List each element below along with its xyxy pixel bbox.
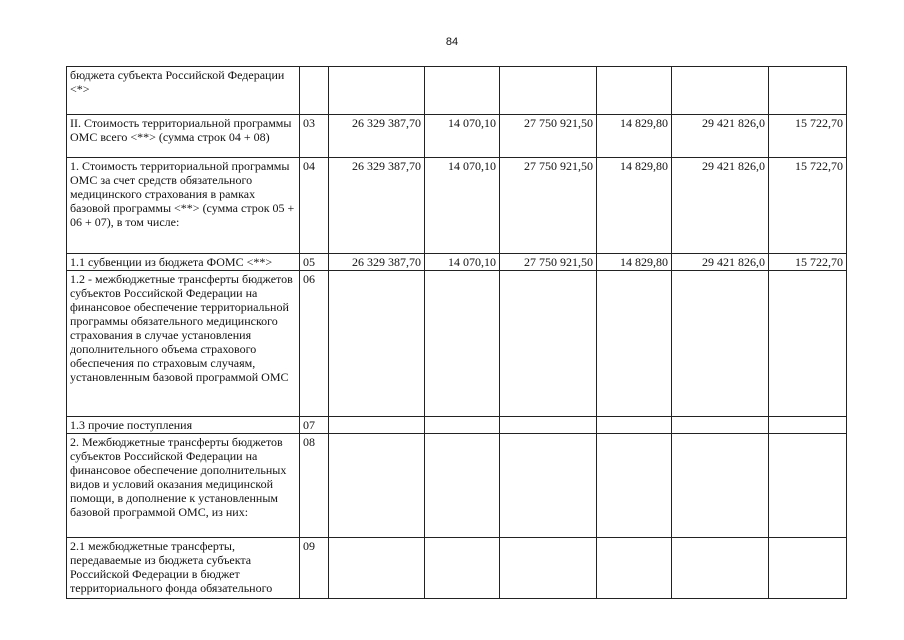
row-code-cell: 07: [300, 417, 329, 434]
value-cell: [500, 538, 597, 599]
value-cell: [500, 417, 597, 434]
program-cost-table: [66, 66, 847, 599]
value-cell: 27 750 921,50: [500, 115, 597, 158]
value-cell: [425, 271, 500, 417]
value-cell: [672, 538, 769, 599]
value-cell: [500, 67, 597, 115]
value-cell: 29 421 826,0: [672, 115, 769, 158]
value-cell: [597, 271, 672, 417]
value-cell: [425, 67, 500, 115]
value-cell: 29 421 826,0: [672, 158, 769, 254]
value-cell: [769, 67, 847, 115]
value-cell: [329, 434, 425, 538]
value-cell: [672, 417, 769, 434]
value-cell: [769, 538, 847, 599]
value-cell: 14 829,80: [597, 254, 672, 271]
value-cell: 14 070,10: [425, 158, 500, 254]
row-name-cell: 2. Межбюджетные трансферты бюджетов субъектов Российской Федерации на финансовое обеспечение дополнительных видов и условий оказания медицинской помощи, в дополнение к установленным базовой программой ОМС, из них:: [67, 434, 300, 538]
value-cell: 26 329 387,70: [329, 115, 425, 158]
row-code-cell: 09: [300, 538, 329, 599]
value-cell: 27 750 921,50: [500, 158, 597, 254]
value-cell: 14 070,10: [425, 254, 500, 271]
row-code-cell: 06: [300, 271, 329, 417]
row-name-cell: II. Стоимость территориальной программы ОМС всего <**> (сумма строк 04 + 08): [67, 115, 300, 158]
value-cell: [329, 271, 425, 417]
row-name-cell: 1. Стоимость территориальной программы ОМС за счет средств обязательного медицинского страхования в рамках базовой программы <**> (сумма строк 05 + 06 + 07), в том числе:: [67, 158, 300, 254]
value-cell: 26 329 387,70: [329, 254, 425, 271]
row-name-cell: 1.3 прочие поступления: [67, 417, 300, 434]
value-cell: [597, 417, 672, 434]
value-cell: 14 070,10: [425, 115, 500, 158]
value-cell: [672, 434, 769, 538]
value-cell: [329, 538, 425, 599]
value-cell: [425, 417, 500, 434]
table-row: [67, 434, 847, 538]
value-cell: [597, 434, 672, 538]
value-cell: [329, 67, 425, 115]
value-cell: 15 722,70: [769, 158, 847, 254]
row-code-cell: 03: [300, 115, 329, 158]
value-cell: 29 421 826,0: [672, 254, 769, 271]
value-cell: [500, 434, 597, 538]
row-name-cell: 2.1 межбюджетные трансферты, передаваемые из бюджета субъекта Российской Федерации в бюджет территориального фонда обязательного: [67, 538, 300, 599]
table-row: [67, 67, 847, 115]
value-cell: 15 722,70: [769, 254, 847, 271]
value-cell: 14 829,80: [597, 158, 672, 254]
row-code-cell: [300, 67, 329, 115]
value-cell: 26 329 387,70: [329, 158, 425, 254]
value-cell: 15 722,70: [769, 115, 847, 158]
value-cell: 14 829,80: [597, 115, 672, 158]
table-row: [67, 538, 847, 599]
row-name-cell: 1.2 - межбюджетные трансферты бюджетов субъектов Российской Федерации на финансовое обеспечение территориальной программы обязательного медицинского страхования в случае установления дополнительного объема страхового обеспечения по страховым случаям, установленным базовой программой ОМС: [67, 271, 300, 417]
value-cell: [597, 67, 672, 115]
row-code-cell: 08: [300, 434, 329, 538]
value-cell: [329, 417, 425, 434]
table-row: [67, 158, 847, 254]
row-code-cell: 05: [300, 254, 329, 271]
row-code-cell: 04: [300, 158, 329, 254]
value-cell: 27 750 921,50: [500, 254, 597, 271]
row-name-cell: 1.1 субвенции из бюджета ФОМС <**>: [67, 254, 300, 271]
table-row: [67, 115, 847, 158]
value-cell: [425, 538, 500, 599]
value-cell: [425, 434, 500, 538]
table-row: [67, 271, 847, 417]
row-name-cell: бюджета субъекта Российской Федерации <*>: [67, 67, 300, 115]
table-row: [67, 254, 847, 271]
table-row: [67, 417, 847, 434]
value-cell: [769, 434, 847, 538]
value-cell: [597, 538, 672, 599]
page-number: 84: [445, 36, 459, 48]
value-cell: [500, 271, 597, 417]
value-cell: [672, 67, 769, 115]
value-cell: [672, 271, 769, 417]
value-cell: [769, 417, 847, 434]
value-cell: [769, 271, 847, 417]
